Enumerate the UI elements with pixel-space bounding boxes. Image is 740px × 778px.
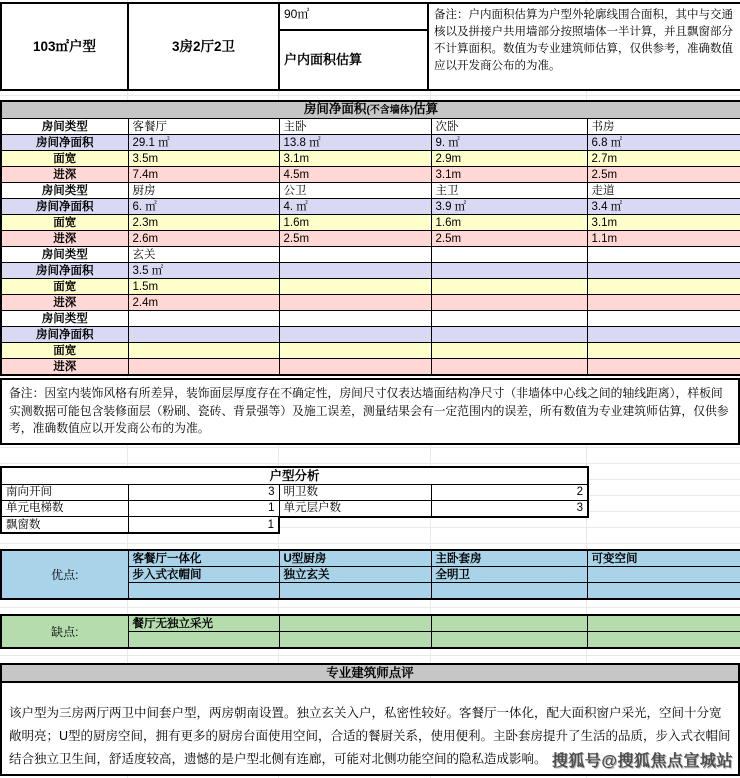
- pro-item: 主卧套房: [431, 550, 587, 567]
- room-type-cell: [128, 311, 279, 327]
- room-area-cell: 29.1 ㎡: [128, 135, 279, 151]
- con-item: [431, 615, 587, 632]
- con-item: [279, 615, 431, 632]
- room-width-cell: [587, 279, 740, 295]
- analysis-row: [1, 517, 588, 534]
- room-type-cell: 客餐厅: [128, 119, 279, 135]
- room-width-cell: 3.1m: [587, 215, 740, 231]
- analysis-label: 飘窗数: [1, 517, 128, 534]
- room-area-cell: 6. ㎡: [128, 199, 279, 215]
- con-item: [587, 615, 740, 632]
- room-width-cell: 2.7m: [587, 151, 740, 167]
- room-width-cell: 3.1m: [279, 151, 431, 167]
- layout-cell: 3房2厅2卫: [128, 3, 279, 90]
- row-label: 进深: [1, 167, 128, 183]
- analysis-row: [1, 500, 588, 517]
- analysis-title: 户型分析: [1, 467, 588, 485]
- pro-item: 客餐厅一体化: [128, 550, 279, 567]
- analysis-value: 1: [128, 500, 279, 517]
- room-width-cell: [587, 343, 740, 359]
- inner-area-value: 90㎡: [280, 4, 427, 31]
- row-label: 房间类型: [1, 183, 128, 199]
- row-label: 面宽: [1, 151, 128, 167]
- pro-item: U型厨房: [279, 550, 431, 567]
- room-depth-row: [1, 167, 740, 183]
- pro-item: 步入式衣帽间: [128, 567, 279, 583]
- room-area-cell: [587, 327, 740, 343]
- room-table-title-row: [1, 101, 740, 119]
- room-depth-cell: [279, 295, 431, 311]
- cons-label: 缺点:: [1, 615, 128, 648]
- room-area-row: [1, 263, 740, 279]
- room-area-cell: [587, 263, 740, 279]
- room-width-row: [1, 343, 740, 359]
- room-type-cell: [431, 311, 587, 327]
- room-depth-cell: 2.5m: [279, 231, 431, 247]
- watermark: 搜狐号@搜狐焦点宣城站: [551, 753, 733, 770]
- room-depth-row: [1, 295, 740, 311]
- title-main: 房间净面积: [303, 102, 367, 116]
- room-area-row: [1, 327, 740, 343]
- review-box: [0, 683, 740, 776]
- pro-item: 全明卫: [431, 567, 587, 583]
- review-text: 该户型为三房两厅两卫中间套户型，两房朝南设置。独立玄关入户，私密性较好。客餐厅一体化，配大面积窗户采光，空间十分宽敞明亮；U型的厨房空间，拥有更多的厨房台面使用空间，合适的餐厨关系，使用便利。主卧套房提升了生活的品质，步入式衣帽间结合独立卫生间，舒适度较高，遗憾的是户型北侧有连廊，可能对北侧功能空间的隐私造成影响。: [9, 706, 731, 766]
- con-item: 餐厅无独立采光: [128, 615, 279, 632]
- room-area-cell: 13.8 ㎡: [279, 135, 431, 151]
- row-label: 房间净面积: [1, 263, 128, 279]
- row-label: 面宽: [1, 215, 128, 231]
- room-type-cell: [587, 311, 740, 327]
- analysis-row: [1, 484, 588, 500]
- empty-area: [279, 517, 588, 534]
- analysis-label: 南向开间: [1, 484, 128, 500]
- room-depth-cell: [431, 295, 587, 311]
- room-width-cell: [431, 279, 587, 295]
- room-depth-cell: 1.1m: [587, 231, 740, 247]
- room-width-cell: [431, 343, 587, 359]
- room-depth-cell: [587, 359, 740, 376]
- room-depth-row: [1, 231, 740, 247]
- analysis-title-row: [1, 467, 588, 485]
- room-area-cell: 3.5 ㎡: [128, 263, 279, 279]
- room-depth-cell: 4.5m: [279, 167, 431, 183]
- room-depth-cell: 2.5m: [431, 231, 587, 247]
- room-type-cell: [431, 247, 587, 263]
- room-width-cell: [279, 343, 431, 359]
- analysis-value: 1: [128, 517, 279, 534]
- analysis-label: 单元层户数: [279, 500, 431, 517]
- room-area-cell: [128, 327, 279, 343]
- row-label: 面宽: [1, 279, 128, 295]
- measurement-note: 备注：因室内装饰风格有所差异，装饰面层厚度存在不确定性，房间尺寸仅表达墙面结构净尺寸（非墙体中心线之间的轴线距离），样板间实测数据可能包含装修面层（粉刷、瓷砖、背景强等）及施工误差，测量结果会有一定范围内的误差，所有数值为专业建筑师估算，仅供参考，准确数值应以开发商公布的为准。: [0, 378, 740, 445]
- room-table-title: [1, 101, 740, 119]
- con-item: [587, 632, 740, 649]
- room-width-cell: 2.9m: [431, 151, 587, 167]
- cons-row: [1, 615, 740, 632]
- inner-area-label: 户内面积估算: [284, 52, 363, 67]
- room-type-cell: 主卫: [431, 183, 587, 199]
- con-item: [431, 632, 587, 649]
- room-type-row: [1, 183, 740, 199]
- room-area-cell: [431, 263, 587, 279]
- row-label: 房间类型: [1, 119, 128, 135]
- analysis-value: 3: [128, 484, 279, 500]
- room-type-cell: [279, 247, 431, 263]
- header-row: [1, 3, 740, 90]
- room-depth-cell: 7.4m: [128, 167, 279, 183]
- room-area-row: [1, 199, 740, 215]
- room-width-cell: [279, 279, 431, 295]
- room-type-row: [1, 311, 740, 327]
- room-area-cell: [279, 327, 431, 343]
- room-width-cell: 1.5m: [128, 279, 279, 295]
- row-label: 房间净面积: [1, 135, 128, 151]
- pro-item: [587, 583, 740, 600]
- room-type-cell: 走道: [587, 183, 740, 199]
- con-item: [128, 632, 279, 649]
- title-tail: 估算: [413, 102, 439, 116]
- room-depth-cell: 2.6m: [128, 231, 279, 247]
- room-type-cell: [587, 247, 740, 263]
- room-type-cell: 书房: [587, 119, 740, 135]
- room-area-cell: [431, 327, 587, 343]
- room-area-cell: 6.8 ㎡: [587, 135, 740, 151]
- room-depth-cell: 3.1m: [431, 167, 587, 183]
- room-area-cell: 3.4 ㎡: [587, 199, 740, 215]
- row-label: 进深: [1, 295, 128, 311]
- room-area-table: [0, 100, 740, 376]
- inner-area-cell: [279, 3, 428, 90]
- unit-area-cell: 103㎡户型: [1, 3, 128, 90]
- room-type-cell: [279, 311, 431, 327]
- row-label: 房间净面积: [1, 327, 128, 343]
- room-area-cell: 4. ㎡: [279, 199, 431, 215]
- analysis-value: 2: [431, 484, 588, 500]
- row-label: 进深: [1, 231, 128, 247]
- pros-label: 优点:: [1, 550, 128, 599]
- room-area-cell: 9. ㎡: [431, 135, 587, 151]
- room-width-row: [1, 279, 740, 295]
- room-area-cell: [279, 263, 431, 279]
- con-item: [279, 632, 431, 649]
- analysis-table: [0, 466, 589, 535]
- room-width-cell: 1.6m: [431, 215, 587, 231]
- room-depth-cell: 2.4m: [128, 295, 279, 311]
- pro-item: [431, 583, 587, 600]
- row-label: 房间类型: [1, 247, 128, 263]
- review-section: [0, 663, 740, 776]
- room-width-cell: 2.3m: [128, 215, 279, 231]
- header-table: [0, 2, 740, 91]
- room-type-cell: 次卧: [431, 119, 587, 135]
- row-label: 房间净面积: [1, 199, 128, 215]
- room-width-cell: 1.6m: [279, 215, 431, 231]
- room-area-cell: 3.9 ㎡: [431, 199, 587, 215]
- pro-item: [128, 583, 279, 600]
- room-width-row: [1, 151, 740, 167]
- room-width-cell: 3.5m: [128, 151, 279, 167]
- pro-item: 独立玄关: [279, 567, 431, 583]
- room-depth-cell: [128, 359, 279, 376]
- pros-table: [0, 549, 740, 600]
- row-label: 进深: [1, 359, 128, 376]
- analysis-label: 单元电梯数: [1, 500, 128, 517]
- room-type-cell: 主卧: [279, 119, 431, 135]
- room-width-row: [1, 215, 740, 231]
- pro-item: [279, 583, 431, 600]
- cons-table: [0, 614, 740, 649]
- pro-item: [587, 567, 740, 583]
- room-type-row: [1, 247, 740, 263]
- room-type-cell: 公卫: [279, 183, 431, 199]
- review-title: 专业建筑师点评: [0, 663, 740, 683]
- room-area-row: [1, 135, 740, 151]
- room-depth-cell: 2.5m: [587, 167, 740, 183]
- analysis-value: 3: [431, 500, 588, 517]
- header-note: 备注：户内面积估算为户型外轮廓线围合面积，其中与交通核以及拼接户共用墙部分按照墙体一半计算，并且飘窗部分不计算面积。数值为专业建筑师估算，仅供参考，准确数值应以开发商公布的为准。: [428, 3, 740, 90]
- room-depth-cell: [279, 359, 431, 376]
- pros-row: [1, 550, 740, 567]
- room-depth-cell: [587, 295, 740, 311]
- title-small: (不含墙体): [366, 105, 414, 116]
- row-label: 面宽: [1, 343, 128, 359]
- room-depth-row: [1, 359, 740, 376]
- room-type-row: [1, 119, 740, 135]
- room-depth-cell: [431, 359, 587, 376]
- room-type-cell: 厨房: [128, 183, 279, 199]
- pro-item: 可变空间: [587, 550, 740, 567]
- row-label: 房间类型: [1, 311, 128, 327]
- analysis-label: 明卫数: [279, 484, 431, 500]
- room-type-cell: 玄关: [128, 247, 279, 263]
- room-width-cell: [128, 343, 279, 359]
